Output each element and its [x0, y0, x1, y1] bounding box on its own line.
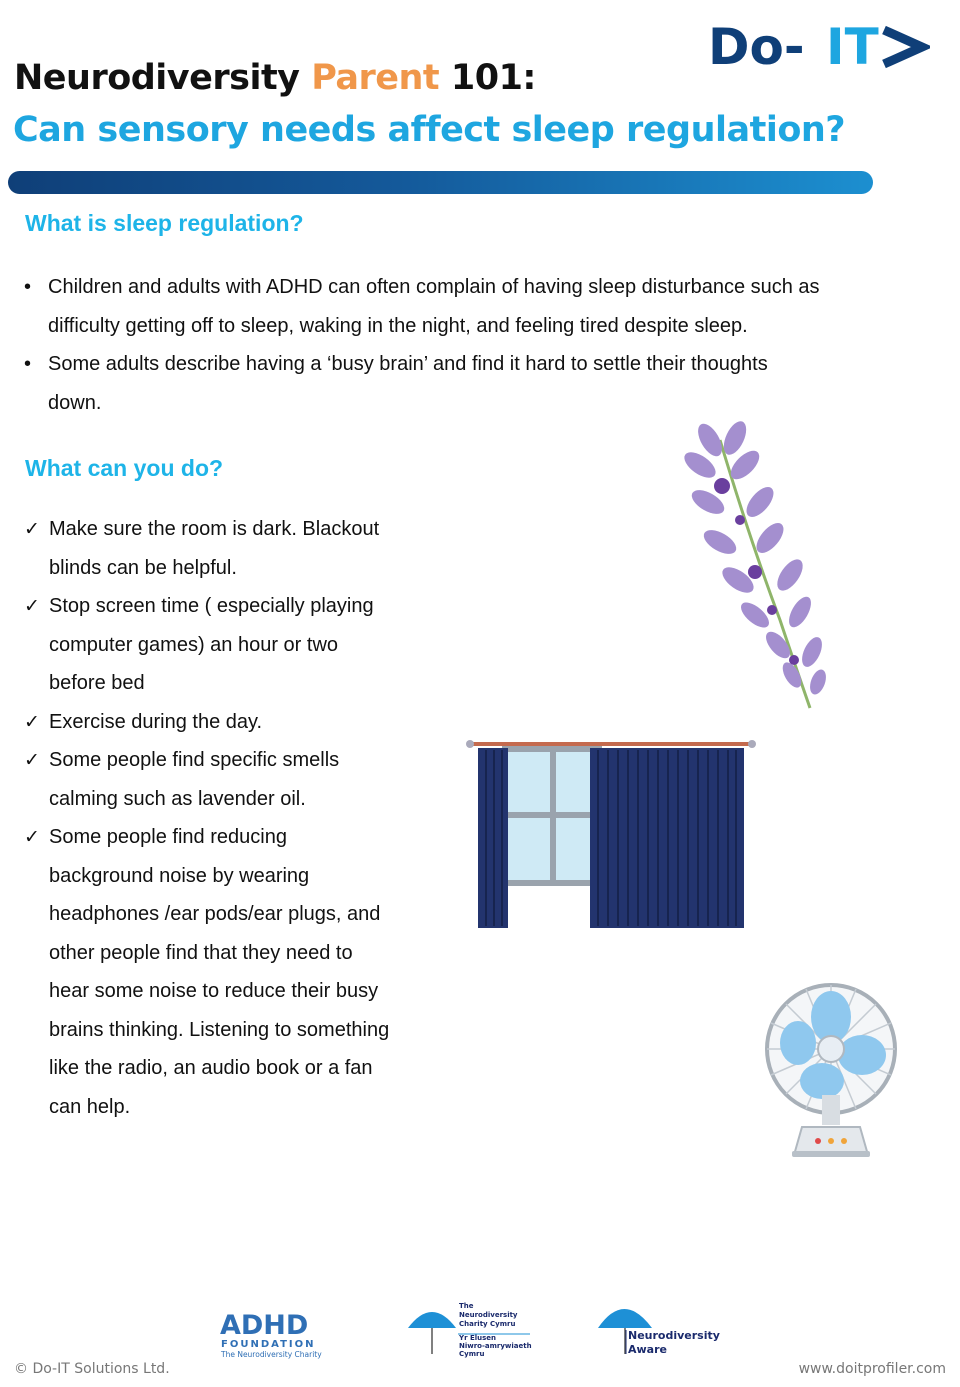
aware-logo-line: Aware: [628, 1343, 667, 1356]
check-icon: ✓: [24, 826, 40, 848]
checklist-line: Exercise during the day.: [49, 710, 263, 733]
checklist-line: brains thinking. Listening to something: [49, 1018, 390, 1041]
adhd-logo-tagline: The Neurodiversity Charity: [221, 1350, 322, 1359]
cymru-logo-line: The: [459, 1302, 474, 1310]
checklist-item: [24, 703, 424, 742]
checklist-line: calming such as lavender oil.: [49, 787, 306, 810]
bullet-item: [24, 268, 924, 345]
check-icon: ✓: [24, 749, 40, 771]
curtain-window-icon: [466, 738, 758, 936]
checklist-line: headphones /ear pods/ear plugs, and: [49, 903, 381, 925]
checklist-line: Some people find specific smells: [49, 749, 340, 771]
checklist-item: [24, 587, 424, 703]
title-prefix: Neurodiversity: [14, 58, 312, 98]
check-icon: ✓: [24, 518, 40, 540]
bullet-line: Children and adults with ADHD can often complain of having sleep disturbance such as: [48, 276, 820, 298]
copyright-text: © Do-IT Solutions Ltd.: [14, 1361, 170, 1377]
logo-text-do: Do-: [708, 18, 805, 74]
checklist-line: can help.: [49, 1095, 131, 1118]
checklist-item: [24, 510, 424, 587]
checklist-line: Make sure the room is dark. Blackout: [49, 518, 380, 540]
bullet-line: down.: [48, 391, 102, 414]
adhd-logo-title: ADHD: [220, 1310, 309, 1341]
cymru-logo-line: Cymru: [459, 1350, 485, 1358]
checklist-line: other people find that they need to: [49, 941, 353, 964]
section-heading-sleep-regulation: What is sleep regulation?: [25, 210, 304, 236]
check-icon: ✓: [24, 595, 40, 617]
title-accent: Parent: [311, 58, 440, 98]
checklist-line: blinds can be helpful.: [49, 556, 237, 579]
bullet-marker: •: [24, 353, 32, 375]
checklist-line: hear some noise to reduce their busy: [49, 980, 379, 1002]
neurodiversity-aware-logo: [594, 1296, 724, 1358]
website-link[interactable]: www.doitprofiler.com: [798, 1361, 946, 1377]
cymru-logo-line: Yr Elusen: [459, 1334, 497, 1342]
checklist-line: background noise by wearing: [49, 864, 310, 887]
checklist-line: computer games) an hour or two: [49, 633, 339, 656]
aware-logo-line: Neurodiversity: [628, 1329, 720, 1342]
cymru-logo-line: Neurodiversity: [459, 1311, 518, 1319]
checklist: [24, 510, 424, 1126]
cymru-logo-line: Niwro-amrywiaeth: [459, 1342, 532, 1350]
check-icon: ✓: [24, 710, 40, 733]
checklist-line: Stop screen time ( especially playing: [49, 595, 374, 617]
checklist-line: like the radio, an audio book or a fan: [49, 1057, 373, 1079]
section-heading-what-can-you-do: What can you do?: [25, 455, 224, 481]
checklist-item: [24, 741, 424, 818]
lavender-icon: [680, 420, 830, 715]
checklist-line: before bed: [49, 672, 145, 694]
checklist-item: [24, 818, 424, 1126]
page-subtitle: Can sensory needs affect sleep regulation?: [13, 110, 846, 150]
cymru-logo-line: Charity Cymru: [459, 1320, 516, 1328]
bullet-line: Some adults describe having a ‘busy brain’ and find it hard to settle their thoughts: [48, 353, 768, 375]
do-it-logo: [708, 18, 930, 74]
umbrella-icon: [408, 1312, 456, 1328]
bullet-marker: •: [24, 276, 32, 298]
logo-text-it: IT: [826, 18, 879, 74]
bullet-item: [24, 345, 924, 422]
bullet-line: difficulty getting off to sleep, waking in the night, and feeling tired despite sleep.: [48, 314, 748, 337]
adhd-foundation-logo: [218, 1306, 333, 1360]
umbrella-icon: [598, 1309, 652, 1328]
section-sleep-regulation-bullets: [24, 268, 924, 422]
title-suffix: 101:: [439, 58, 536, 98]
fan-icon: [758, 983, 904, 1161]
adhd-logo-subtitle: FOUNDATION: [221, 1339, 316, 1350]
title-divider-bar: [8, 171, 873, 194]
checklist-line: Some people find reducing: [49, 826, 287, 848]
page-title: [14, 58, 536, 98]
logo-arrow-icon: [884, 30, 922, 64]
neurodiversity-charity-cymru-logo: [404, 1300, 536, 1360]
